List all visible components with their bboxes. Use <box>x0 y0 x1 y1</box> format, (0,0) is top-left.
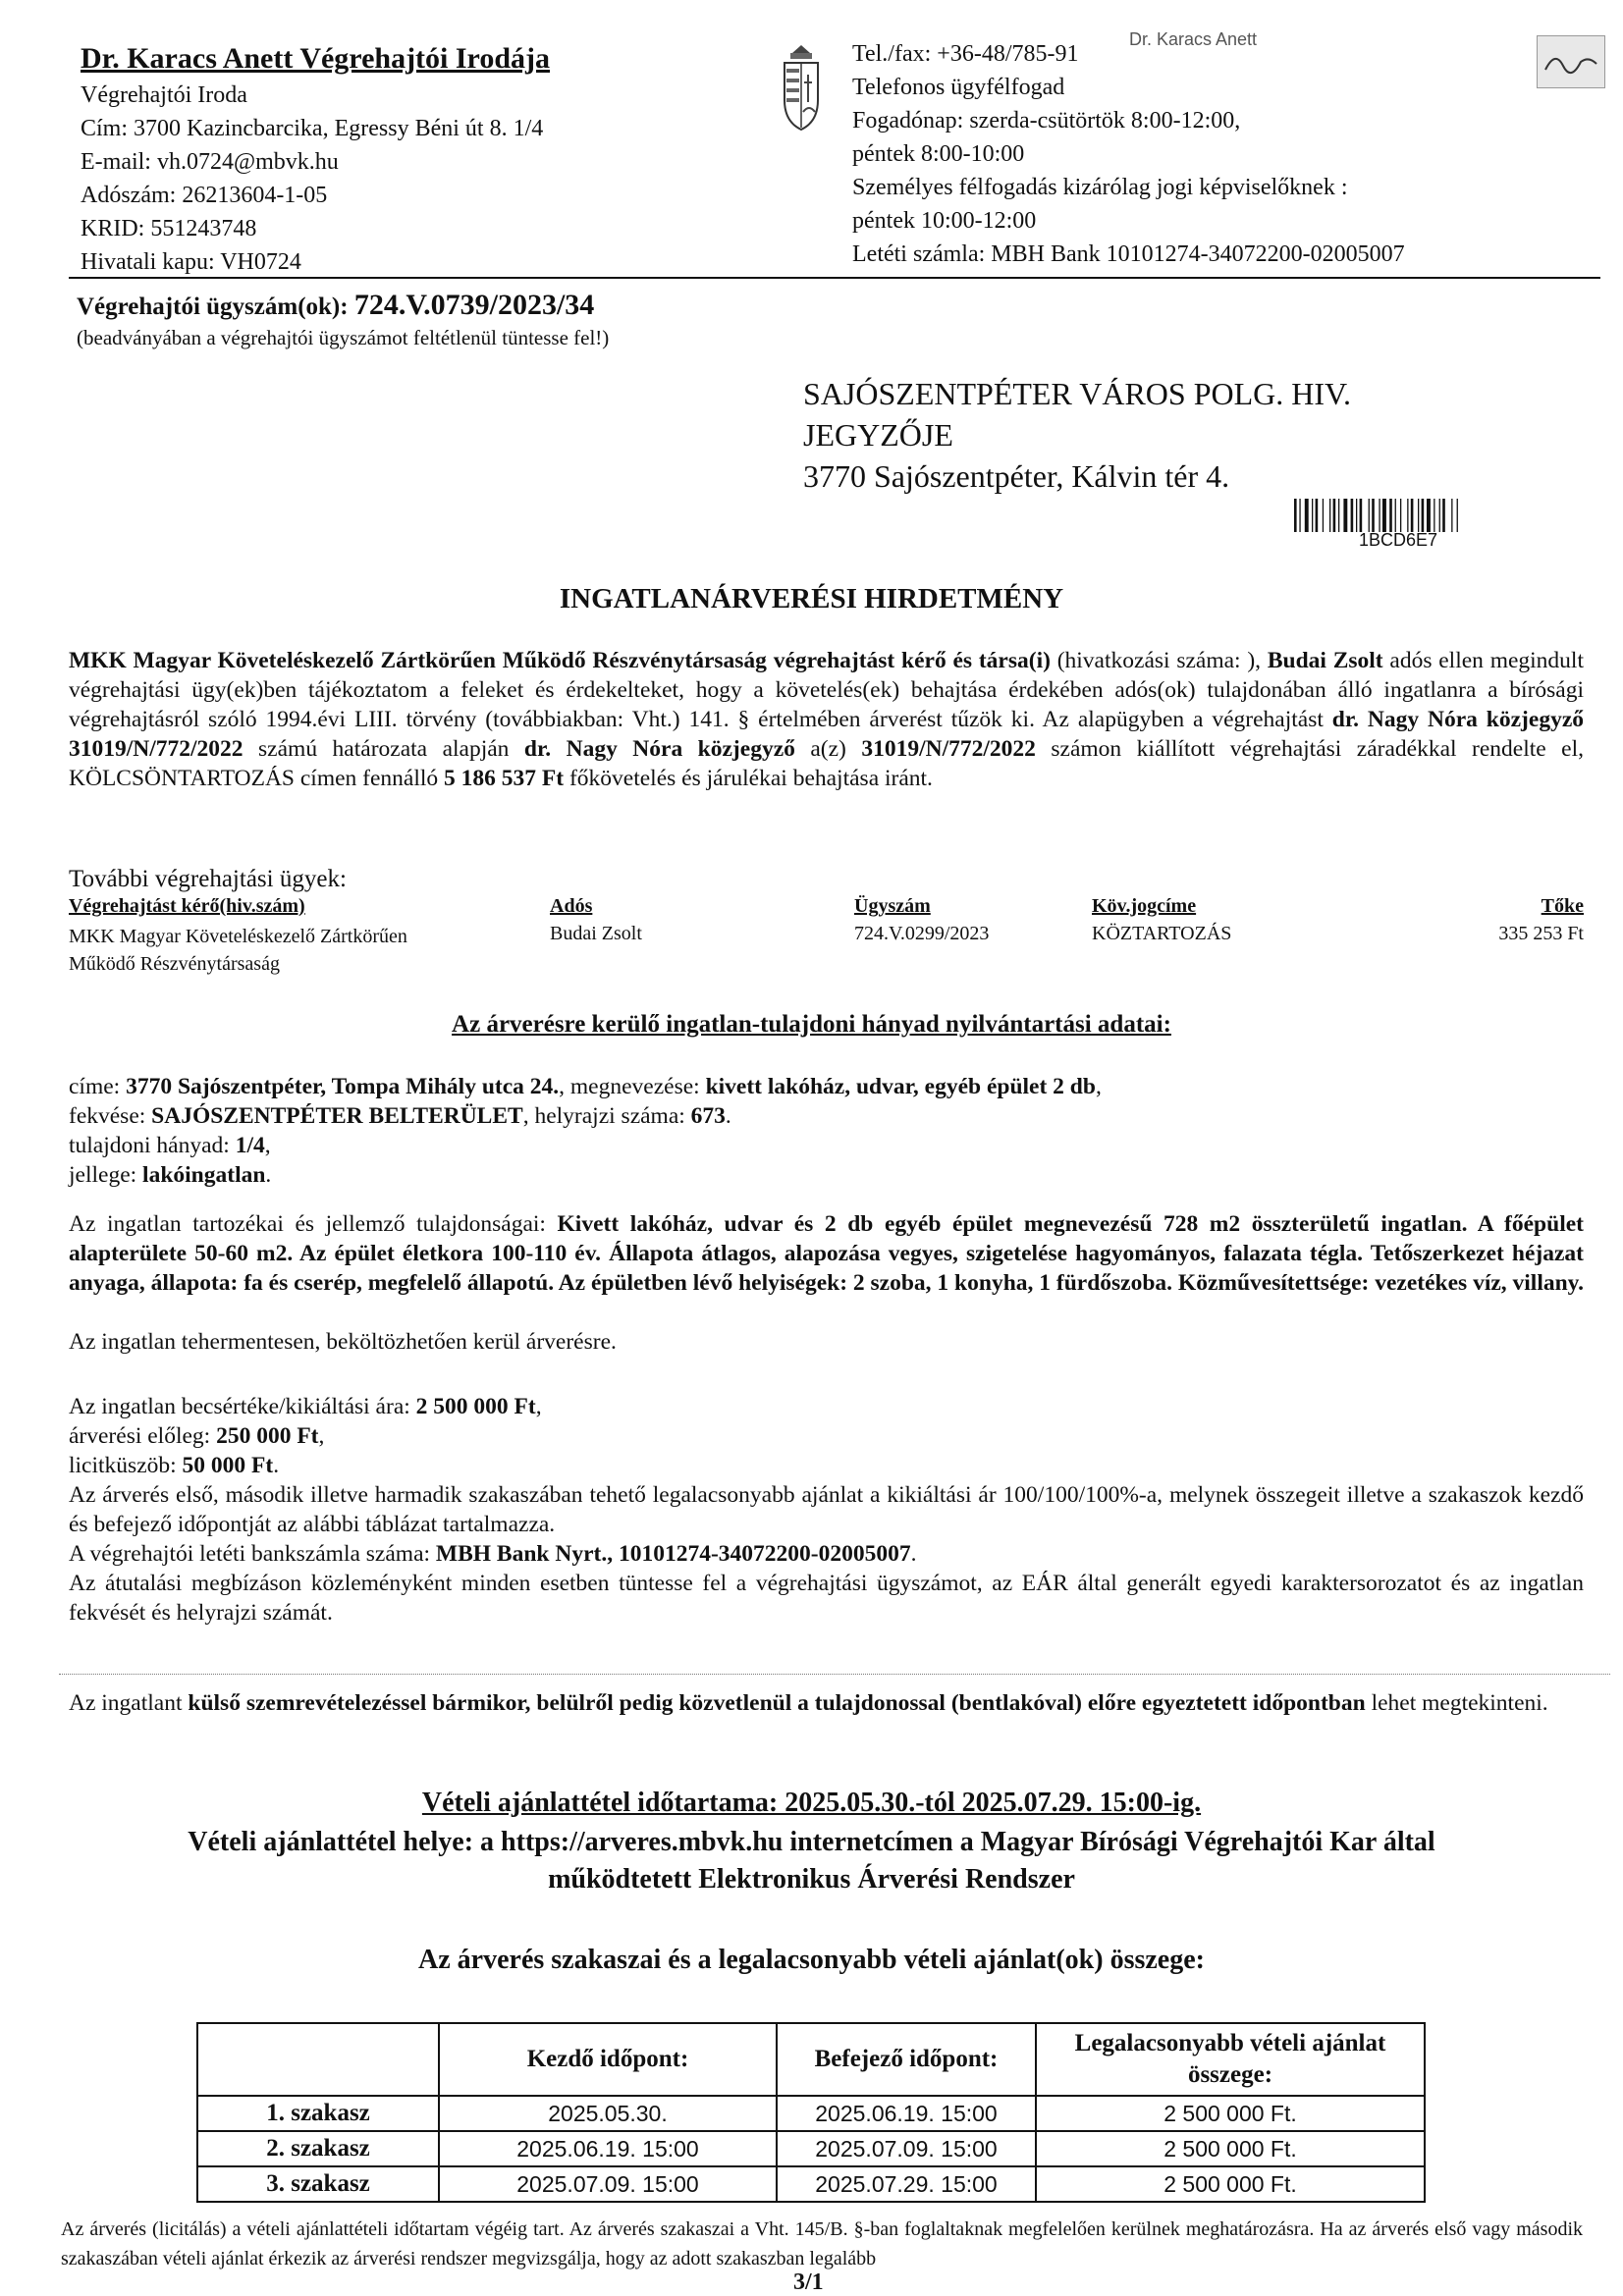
intro-text: számon kiállított végrehajtási záradékkal rendelte el, KÖLCSÖNTARTOZÁS címen fennálló <box>69 736 1585 791</box>
stage-minimum-offer: 2 500 000 Ft. <box>1036 2166 1425 2202</box>
inspection-text: Az ingatlant <box>69 1690 189 1716</box>
header-divider <box>69 277 1600 279</box>
office-address: Cím: 3700 Kazincbarcika, Egressy Béni út 8. 1/4 <box>81 116 544 141</box>
stage-end: 2025.07.09. 15:00 <box>777 2131 1036 2166</box>
header-start: Kezdő időpont: <box>439 2023 777 2096</box>
label: , megnevezése: <box>559 1074 706 1099</box>
debtor-name: Budai Zsolt <box>1267 648 1383 673</box>
punctuation: , <box>535 1394 542 1419</box>
bank-account-line <box>69 1539 1584 1569</box>
property-location-line <box>69 1101 1584 1131</box>
barcode-bar <box>1343 499 1347 532</box>
punctuation: . <box>910 1541 917 1567</box>
encumbrance-note: Az ingatlan tehermentesen, beköltözhetően kerül árverésre. <box>69 1329 617 1355</box>
features-label: Az ingatlan tartozékai és jellemző tulajdonságai: <box>69 1211 558 1237</box>
header-empty <box>197 2023 439 2096</box>
intro-text: (hivatkozási száma: ), <box>1050 648 1268 673</box>
label: tulajdoni hányad: <box>69 1133 236 1158</box>
barcode-bar <box>1369 499 1370 532</box>
property-data <box>69 1072 1584 1190</box>
bid-increment-line <box>69 1451 1584 1480</box>
barcode-bar <box>1422 499 1425 532</box>
barcode-bar <box>1411 499 1414 532</box>
barcode-bar <box>1427 499 1431 532</box>
barcode-bar <box>1333 499 1336 532</box>
ownership-share-line <box>69 1131 1584 1160</box>
barcode-bar <box>1382 499 1386 532</box>
property-lot-number: 673 <box>690 1103 726 1129</box>
punctuation: . <box>273 1453 280 1478</box>
barcode-bar <box>1439 499 1440 532</box>
clause-reference: 31019/N/772/2022 <box>861 736 1036 762</box>
col-case-no: Ügyszám <box>854 895 931 917</box>
stage-end: 2025.07.29. 15:00 <box>777 2166 1036 2202</box>
barcode-bar <box>1323 499 1324 532</box>
table-row <box>197 2131 1425 2166</box>
inspection-note <box>69 1688 1584 1718</box>
label: fekvése: <box>69 1103 152 1129</box>
stage-start: 2025.07.09. 15:00 <box>439 2166 777 2202</box>
label: címe: <box>69 1074 127 1099</box>
table-row <box>197 2096 1425 2131</box>
barcode-bar <box>1389 499 1392 532</box>
label: Az ingatlan becsértéke/kikiáltási ára: <box>69 1394 416 1419</box>
row-creditor-line: MKK Magyar Követeléskezelő Zártkörűen <box>69 926 407 947</box>
table-row <box>197 2166 1425 2202</box>
barcode-bar <box>1305 499 1309 532</box>
hungarian-crest-icon <box>779 43 824 133</box>
punctuation: . <box>265 1162 272 1188</box>
addressee-line: JEGYZŐJE <box>803 417 953 453</box>
stage-start: 2025.05.30. <box>439 2096 777 2131</box>
ownership-share: 1/4 <box>235 1133 265 1158</box>
row-capital: 335 253 Ft <box>1498 923 1584 944</box>
stages-title: Az árverés szakaszai és a legalacsonyabb vételi ajánlat(ok) összege: <box>418 1945 1205 1975</box>
property-address: 3770 Sajószentpéter, Tompa Mihály utca 24. <box>126 1074 560 1099</box>
addressee-line: SAJÓSZENTPÉTER VÁROS POLG. HIV. <box>803 376 1351 411</box>
inspection-text: lehet megtekinteni. <box>1365 1690 1548 1716</box>
personal-reception: Személyes félfogadás kizárólag jogi képviselőknek : <box>852 175 1348 200</box>
offer-place: Vételi ajánlattétel helye: a https://arveres.mbvk.hu internetcímen a Magyar Bírósági Végrehajtói Kar által <box>188 1827 1435 1857</box>
row-creditor <box>69 923 407 978</box>
transfer-note: Az átutalási megbízáson közleményként minden esetben tüntesse fel a végrehajtási ügyszámot, az EÁR által generált egyedi karaktersorozatot és az ingatlan fekvését és helyrajzi számát. <box>69 1571 1584 1626</box>
bank-account: MBH Bank Nyrt., 10101274-34072200-02005007 <box>435 1541 911 1567</box>
divider <box>59 1674 1610 1675</box>
signature-icon <box>1538 36 1604 87</box>
table-row <box>69 923 1584 978</box>
barcode-bar <box>1379 499 1380 532</box>
label: jellege: <box>69 1162 143 1188</box>
features-description: Kivett lakóház, udvar és 2 db egyéb épület megnevezésű 728 m2 összterületű ingatlan. A főépület alapterülete 50-60 m2. Az épület életkora 100-110 év. Állapota átlagos, alapozása vegyes, szigetelése hagyományos, falazata tégla. Tetőszerkezet héjazat anyaga, állapota: fa és cserép, megfelelő állapotú. Az épületben lévő helyiségek: 2 szoba, 1 konyha, 1 fürdőszoba. Közművesítettsége: vezetékes víz, villany. <box>69 1211 1585 1296</box>
offer-place-system: működtetett Elektronikus Árverési Rendszer <box>548 1864 1075 1895</box>
personal-reception-hours: péntek 10:00-12:00 <box>852 208 1037 234</box>
barcode-icon <box>1294 499 1512 532</box>
document-title: INGATLANÁRVERÉSI HIRDETMÉNY <box>559 583 1064 614</box>
office-gateway: Hivatali kapu: VH0724 <box>81 249 301 275</box>
punctuation: . <box>725 1103 731 1129</box>
page-number: 3/1 <box>793 2269 824 2295</box>
intro-text: számú határozata alapján <box>243 736 524 762</box>
label: licitküszöb: <box>69 1453 183 1478</box>
auction-stages-table <box>196 2022 1426 2203</box>
addressee-line: 3770 Sajószentpéter, Kálvin tér 4. <box>803 458 1230 494</box>
office-tax-number: Adószám: 26213604-1-05 <box>81 183 328 208</box>
office-line: Végrehajtói Iroda <box>81 82 247 108</box>
further-cases-table <box>69 895 1584 978</box>
case-number: 724.V.0739/2023/34 <box>353 289 595 321</box>
row-creditor-line: Működő Részvénytársaság <box>69 953 280 975</box>
case-number-line <box>77 289 594 324</box>
barcode-bar <box>1299 499 1300 532</box>
estimated-value-line <box>69 1392 1584 1421</box>
office-header <box>81 39 550 279</box>
label: árverési előleg: <box>69 1423 217 1449</box>
barcode-bar <box>1457 499 1458 532</box>
office-title: Dr. Karacs Anett Végrehajtói Irodája <box>81 42 551 75</box>
creditor-name: MKK Magyar Követeléskezelő Zártkörűen Működő Részvénytársaság végrehajtást kérő és társa(i) <box>69 648 1051 673</box>
table-header <box>197 2023 1425 2096</box>
col-debtor: Adós <box>550 895 593 917</box>
contact-info <box>852 37 1405 271</box>
barcode-bar <box>1418 499 1419 532</box>
office-email: E-mail: vh.0724@mbvk.hu <box>81 149 339 175</box>
addressee <box>803 373 1351 497</box>
property-designation: kivett lakóház, udvar, egyéb épület 2 db <box>705 1074 1096 1099</box>
barcode-bar <box>1400 499 1401 532</box>
notary-reference: dr. Nagy Nóra közjegyző 31019/N/772/2022 <box>69 707 1584 762</box>
reception-friday: péntek 8:00-10:00 <box>852 141 1025 167</box>
principal-amount: 5 186 537 Ft <box>444 766 565 791</box>
intro-text: adós ellen megindult végrehajtási ügy(ek)ben tájékoztatom a feleket és érdekelteket, hogy a követelés(ek) behajtása érdekében adós(ok) tulajdonában álló ingatlanra a bírósági végrehajtásról szóló 1994.évi LIII. törvény (továbbiakban: Vht.) 141. § értelmében árverést tűzök ki. Az alapügyben a végrehajtást <box>69 648 1584 732</box>
row-case-no: 724.V.0299/2023 <box>854 923 990 944</box>
barcode-bar <box>1407 499 1408 532</box>
escrow-account: Letéti számla: MBH Bank 10101274-34072200-02005007 <box>852 241 1405 267</box>
stage-minimum-offer: 2 500 000 Ft. <box>1036 2131 1425 2166</box>
header-minimum-offer: Legalacsonyabb vételi ajánlat összege: <box>1036 2023 1425 2096</box>
stage-minimum-offer: 2 500 000 Ft. <box>1036 2096 1425 2131</box>
offer-period: Vételi ajánlattétel időtartama: 2025.05.30.-tól 2025.07.29. 15:00-ig. <box>421 1788 1202 1818</box>
label: , helyrajzi száma: <box>522 1103 691 1129</box>
header-end: Befejező időpont: <box>777 2023 1036 2096</box>
col-capital: Tőke <box>1541 895 1584 917</box>
deposit-amount: 250 000 Ft <box>216 1423 319 1449</box>
row-title: KÖZTARTOZÁS <box>1092 923 1232 944</box>
property-type-line <box>69 1160 1584 1190</box>
stage-start: 2025.06.19. 15:00 <box>439 2131 777 2166</box>
col-title: Köv.jogcíme <box>1092 895 1197 917</box>
stage-label: 1. szakasz <box>197 2096 439 2131</box>
intro-text: főkövetelés és járulékai behajtása iránt. <box>564 766 933 791</box>
stamp-text: Dr. Karacs Anett <box>1129 29 1258 49</box>
bid-increment: 50 000 Ft <box>182 1453 274 1478</box>
phone-service-line: Telefonos ügyfélfogad <box>852 75 1065 100</box>
stage-label: 3. szakasz <box>197 2166 439 2202</box>
further-cases-header <box>69 895 1584 923</box>
reception-days: Fogadónap: szerda-csütörtök 8:00-12:00, <box>852 108 1241 133</box>
barcode-bar <box>1372 499 1375 532</box>
col-creditor: Végrehajtást kérő(hiv.szám) <box>69 895 305 917</box>
barcode-bar <box>1294 499 1297 532</box>
intro-text: a(z) <box>794 736 862 762</box>
phone-line: Tel./fax: +36-48/785-91 <box>852 41 1079 67</box>
barcode-bar <box>1312 499 1313 532</box>
barcode-bar <box>1442 499 1445 532</box>
price-info <box>69 1392 1584 1628</box>
further-cases-title: További végrehajtási ügyek: <box>69 866 347 892</box>
row-debtor: Budai Zsolt <box>550 923 642 944</box>
property-type: lakóingatlan <box>142 1162 266 1188</box>
barcode-bar <box>1338 499 1339 532</box>
barcode-bar <box>1316 499 1319 532</box>
case-number-note: (beadványában a végrehajtói ügyszámot feltétlenül tüntesse fel!) <box>77 326 610 349</box>
footer-note: Az árverés (licitálás) a vételi ajánlattételi időtartam végéig tart. Az árverés szakaszai a Vht. 145/B. §-ban foglaltaknak megfelelően kerülnek meghatározásra. Ha az árverés első vagy második szakaszában vételi ajánlat érkezik az árverési rendszer megvizsgálja, hogy az adott szakaszban legalább <box>61 2218 1583 2269</box>
inspection-details: külső szemrevételezéssel bármikor, belülről pedig közvetlenül a tulajdonossal (bentlakóval) előre egyeztetett időpontban <box>188 1690 1366 1716</box>
punctuation: , <box>264 1133 271 1158</box>
notary-name: dr. Nagy Nóra közjegyző <box>523 736 795 762</box>
deposit-line <box>69 1421 1584 1451</box>
barcode-bar <box>1351 499 1354 532</box>
signature-stamp <box>1537 35 1605 88</box>
minimum-offer-note: Az árverés első, második illetve harmadik szakaszában tehető legalacsonyabb ajánlat a kikiáltási ár 100/100/100%-a, melynek összegeit illetve a szakaszok kezdő és befejező időpontját az alábbi táblázat tartalmazza. <box>69 1482 1584 1537</box>
barcode-bar <box>1356 499 1357 532</box>
case-number-label: Végrehajtói ügyszám(ok): <box>77 294 349 320</box>
property-heading: Az árverésre kerülő ingatlan-tulajdoni hányad nyilvántartási adatai: <box>452 1011 1171 1038</box>
punctuation: , <box>318 1423 325 1449</box>
property-location: SAJÓSZENTPÉTER BELTERÜLET <box>151 1103 523 1129</box>
estimated-value: 2 500 000 Ft <box>415 1394 536 1419</box>
label: A végrehajtói letéti bankszámla száma: <box>69 1541 436 1567</box>
office-krid: KRID: 551243748 <box>81 216 257 241</box>
barcode-text: 1BCD6E7 <box>1359 530 1438 550</box>
intro-paragraph <box>69 646 1584 793</box>
barcode-bar <box>1329 499 1330 532</box>
punctuation: , <box>1095 1074 1102 1099</box>
barcode-bar <box>1451 499 1452 532</box>
property-features <box>69 1209 1584 1298</box>
stage-end: 2025.06.19. 15:00 <box>777 2096 1036 2131</box>
property-address-line <box>69 1072 1584 1101</box>
stage-label: 2. szakasz <box>197 2131 439 2166</box>
barcode-bar <box>1360 499 1363 532</box>
barcode-bar <box>1395 499 1396 532</box>
